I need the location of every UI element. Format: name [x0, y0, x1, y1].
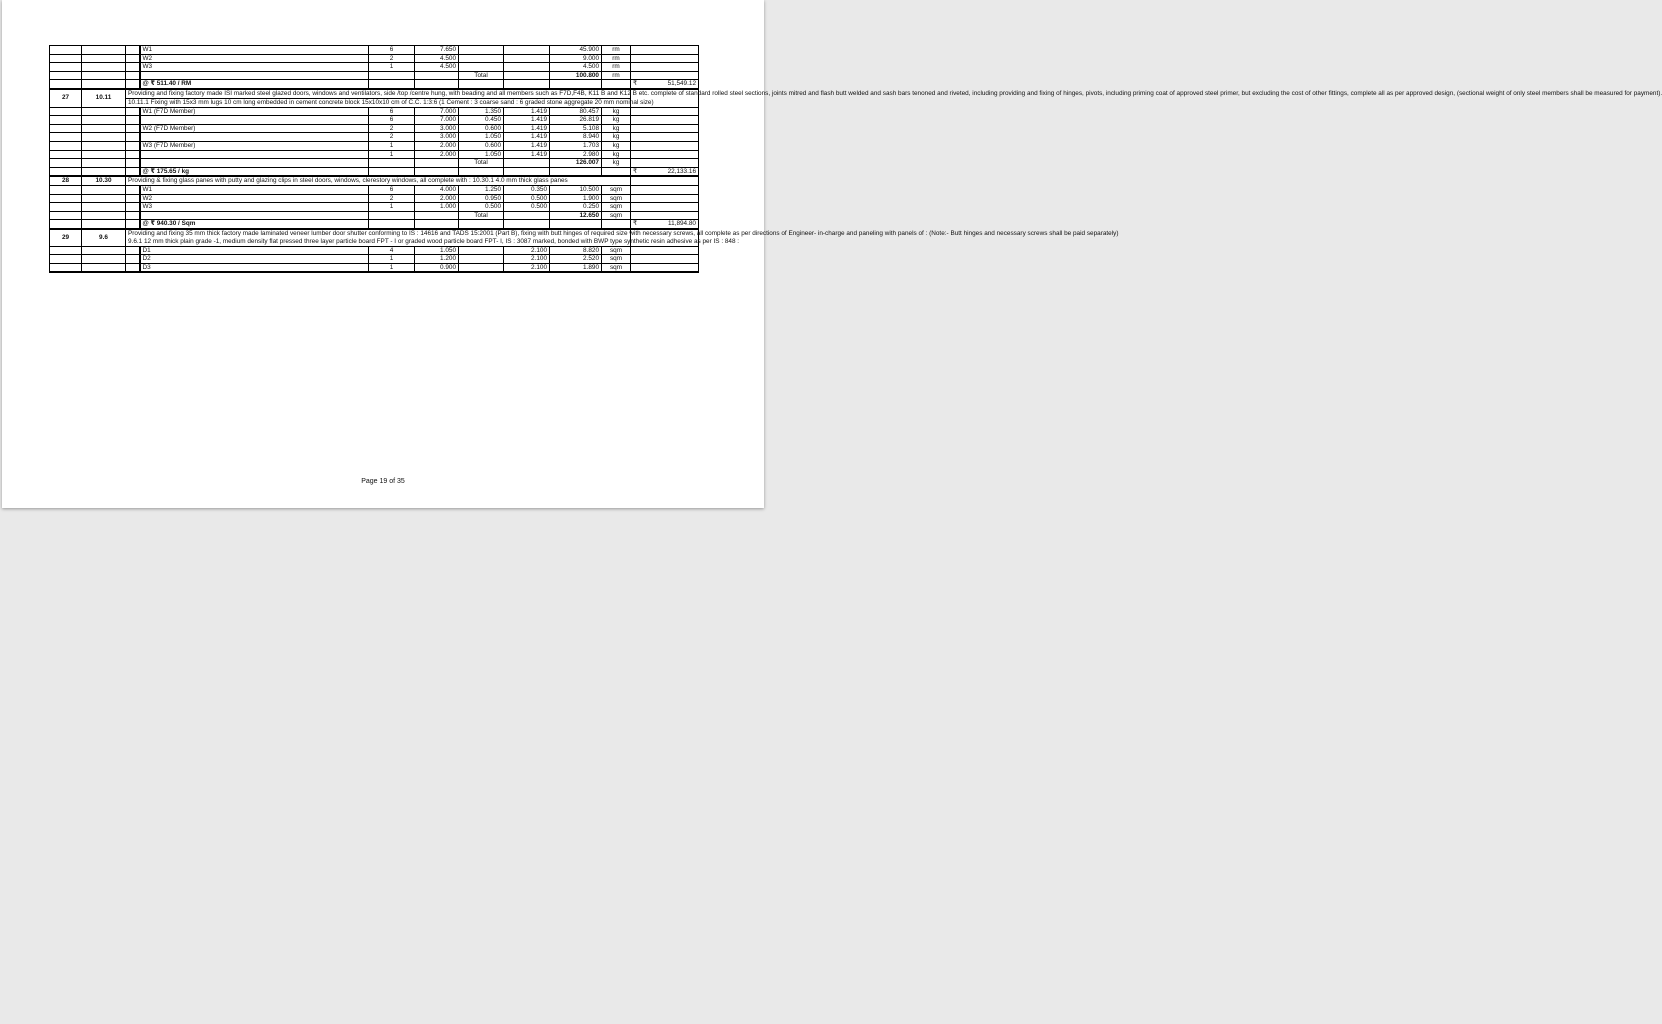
item-29-description-row [50, 229, 699, 246]
table-row: W2 2 4.500 9.000 rm [50, 54, 699, 63]
total-row: Total 12.650 sqm [50, 211, 699, 220]
rate-text: @ ₹ 175.65 / kg [140, 167, 369, 176]
table-row: 2 3.000 1.050 1.419 8.940 kg [50, 133, 699, 142]
item-subdescription: 9.6.1 12 mm thick plain grade -1, medium density flat pressed three layer particle board FPT - I or graded wood particle board FPT- I, IS : 3087 marked, bonded with BWP type synthetic resin adhesive as per IS : 848 : [128, 237, 740, 245]
rate-row [50, 80, 699, 89]
item-description: Providing & fixing glass panes with putty and glazing clips in steel doors, windows, clerestory windows, all complete with : 10.30.1 4.0 mm thick glass panes [126, 176, 631, 185]
item-number: 27 [50, 89, 82, 107]
amount: ₹ 51,549.12 [631, 80, 699, 89]
table-row: D2 1 1.200 2.100 2.520 sqm [50, 255, 699, 264]
item-subdescription: 10.11.1 Fixing with 15x3 mm lugs 10 cm long embedded in cement concrete block 15x10x10 cm of C.C. 1:3:6 (1 Cement : 3 coarse sand : 6 graded stone aggregate 20 mm nominal size) [126, 98, 631, 107]
table-row: W1 (F7D Member) 6 7.000 1.350 1.419 80.457 kg [50, 107, 699, 116]
table-row: D1 4 1.050 2.100 8.820 sqm [50, 246, 699, 255]
table-row: W3 (F7D Member) 1 2.000 0.600 1.419 1.703 kg [50, 141, 699, 150]
amount: ₹ 11,894.80 [631, 220, 699, 229]
item-number: 29 [50, 229, 82, 246]
table-row: 6 7.000 0.450 1.419 26.819 kg [50, 116, 699, 125]
table-row: D3 1 0.900 2.100 1.890 sqm [50, 263, 699, 272]
table-row: W2 2 2.000 0.950 0.500 1.900 sqm [50, 194, 699, 203]
table-row: 1 2.000 1.050 1.419 2.980 kg [50, 150, 699, 159]
item-description: Providing and fixing factory made ISI marked steel glazed doors, windows and ventilators, side /top /centre hung, with beading and all members such as F7D,F4B, K11 B and K12 B etc. complete of standard rolled steel sections, joints mitred and flash butt welded and sash bars tenoned and riveted, including providing and fixing of hinges, pivots, including priming coat of approved steel primer, but excluding the cost of other fittings, complete all as per approved design, (sectional weight of only steel members shall be measured for payment). [126, 89, 631, 98]
rate-row [50, 167, 699, 176]
item-28-description-row [50, 176, 699, 185]
item-27-subdescription-row [50, 98, 699, 107]
item-27-description-row [50, 89, 699, 98]
amount: ₹ 22,133.16 [631, 167, 699, 176]
rate-text: @ ₹ 940.30 / Sqm [140, 220, 369, 229]
table-row: W2 (F7D Member) 2 3.000 0.600 1.419 5.108 kg [50, 124, 699, 133]
table-row: W1 6 7.650 45.900 rm [50, 46, 699, 55]
item-number: 28 [50, 176, 82, 185]
item-code: 9.6 [82, 229, 126, 246]
total-row: Total 100.800 rm [50, 71, 699, 80]
total-row: Total 126.007 kg [50, 159, 699, 168]
rate-row [50, 220, 699, 229]
page-number: Page 19 of 35 [361, 478, 405, 485]
document-page [2, 0, 1662, 508]
rate-text: @ ₹ 511.40 / RM [140, 80, 369, 89]
item-code: 10.30 [82, 176, 126, 185]
item-description: Providing and fixing 35 mm thick factory made laminated veneer lumber door shutter conforming to IS : 14616 and TADS 15:2001 (Part B), fixing with butt hinges of required size with necessary screws, all complete as per directions of Engineer- in-charge and paneling with panels of : (Note:- Butt hinges and necessary screws shall be paid separately) 9.6.1 12 mm thick plain grade -1, medium density flat pressed three layer particle board FPT - I or graded wood particle board FPT- I, IS : 3087 marked, bonded with BWP type synthetic resin adhesive as per IS : 848 : [126, 229, 631, 246]
item-code: 10.11 [82, 89, 126, 107]
table-row: W3 1 4.500 4.500 rm [50, 63, 699, 72]
table-row: W1 6 4.000 1.250 0.350 10.500 sqm [50, 186, 699, 195]
table-row: W3 1 1.000 0.500 0.500 0.250 sqm [50, 203, 699, 212]
boq-table [49, 45, 1662, 273]
